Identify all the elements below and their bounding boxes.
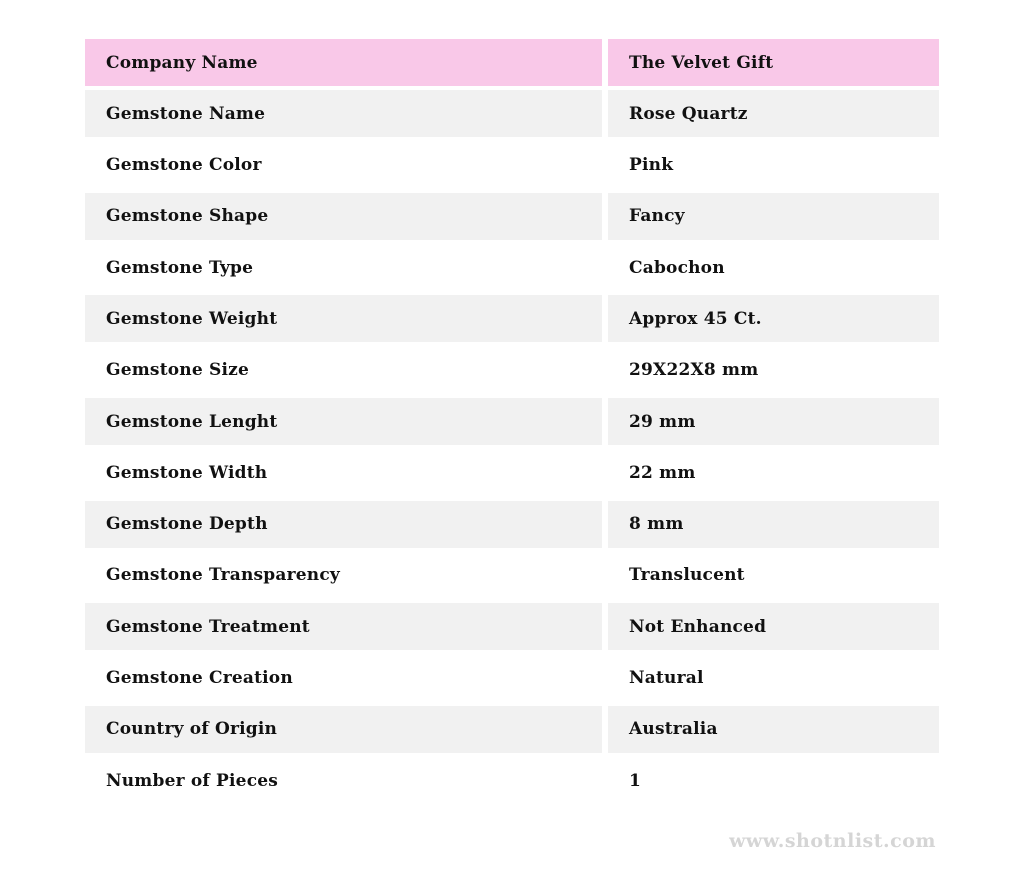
row-value-cell <box>608 295 939 342</box>
row-label: Gemstone Depth <box>106 514 268 535</box>
row-label-cell <box>85 295 602 342</box>
row-label: Gemstone Size <box>106 360 249 381</box>
table-row <box>85 449 939 496</box>
row-value-cell <box>608 603 939 650</box>
row-value: 29X22X8 mm <box>629 360 759 381</box>
row-label-cell <box>85 142 602 189</box>
row-label-cell <box>85 552 602 599</box>
row-value: 22 mm <box>629 462 696 483</box>
row-value: Translucent <box>629 565 745 586</box>
row-value-cell <box>608 655 939 702</box>
row-value-cell <box>608 398 939 445</box>
row-value: Not Enhanced <box>629 616 767 637</box>
row-label-cell <box>85 90 602 137</box>
header-value: The Velvet Gift <box>629 52 774 73</box>
row-label-cell <box>85 603 602 650</box>
row-label-cell <box>85 244 602 291</box>
table-row <box>85 398 939 445</box>
row-value: Australia <box>629 719 718 740</box>
header-label-cell <box>85 39 602 86</box>
row-label-cell <box>85 449 602 496</box>
gemstone-spec-table <box>85 39 939 808</box>
header-label: Company Name <box>106 52 258 73</box>
row-value-cell <box>608 193 939 240</box>
row-label-cell <box>85 398 602 445</box>
table-row <box>85 142 939 189</box>
row-label: Gemstone Name <box>106 103 266 124</box>
row-label-cell <box>85 757 602 804</box>
table-row <box>85 347 939 394</box>
row-label: Number of Pieces <box>106 770 279 791</box>
row-value: Pink <box>629 155 674 176</box>
row-value-cell <box>608 552 939 599</box>
row-label: Gemstone Shape <box>106 206 269 227</box>
table-row <box>85 90 939 137</box>
row-value-cell <box>608 757 939 804</box>
row-label: Country of Origin <box>106 719 278 740</box>
row-value-cell <box>608 142 939 189</box>
row-value-cell <box>608 90 939 137</box>
row-label-cell <box>85 706 602 753</box>
row-label-cell <box>85 501 602 548</box>
row-value-cell <box>608 347 939 394</box>
row-label: Gemstone Treatment <box>106 616 310 637</box>
table-row <box>85 552 939 599</box>
row-value: Approx 45 Ct. <box>629 308 762 329</box>
row-value-cell <box>608 706 939 753</box>
row-label: Gemstone Color <box>106 155 262 176</box>
row-value: 8 mm <box>629 514 684 535</box>
row-label: Gemstone Creation <box>106 668 293 689</box>
row-label: Gemstone Weight <box>106 308 278 329</box>
watermark: www.shotnlist.com <box>729 830 936 852</box>
row-label-cell <box>85 655 602 702</box>
table-row <box>85 295 939 342</box>
table-row <box>85 244 939 291</box>
row-value: Rose Quartz <box>629 103 748 124</box>
row-label: Gemstone Transparency <box>106 565 340 586</box>
row-value-cell <box>608 244 939 291</box>
row-label: Gemstone Lenght <box>106 411 278 432</box>
row-value: Natural <box>629 668 704 689</box>
table-row <box>85 655 939 702</box>
header-value-cell <box>608 39 939 86</box>
row-label: Gemstone Type <box>106 257 254 278</box>
row-value: 29 mm <box>629 411 696 432</box>
table-row <box>85 501 939 548</box>
table-row <box>85 603 939 650</box>
row-value: 1 <box>629 770 642 791</box>
table-header-row <box>85 39 939 86</box>
row-value: Cabochon <box>629 257 725 278</box>
table-row <box>85 757 939 804</box>
row-label-cell <box>85 193 602 240</box>
row-label-cell <box>85 347 602 394</box>
row-value-cell <box>608 501 939 548</box>
row-value: Fancy <box>629 206 685 227</box>
table-row <box>85 193 939 240</box>
row-label: Gemstone Width <box>106 462 268 483</box>
row-value-cell <box>608 449 939 496</box>
table-row <box>85 706 939 753</box>
